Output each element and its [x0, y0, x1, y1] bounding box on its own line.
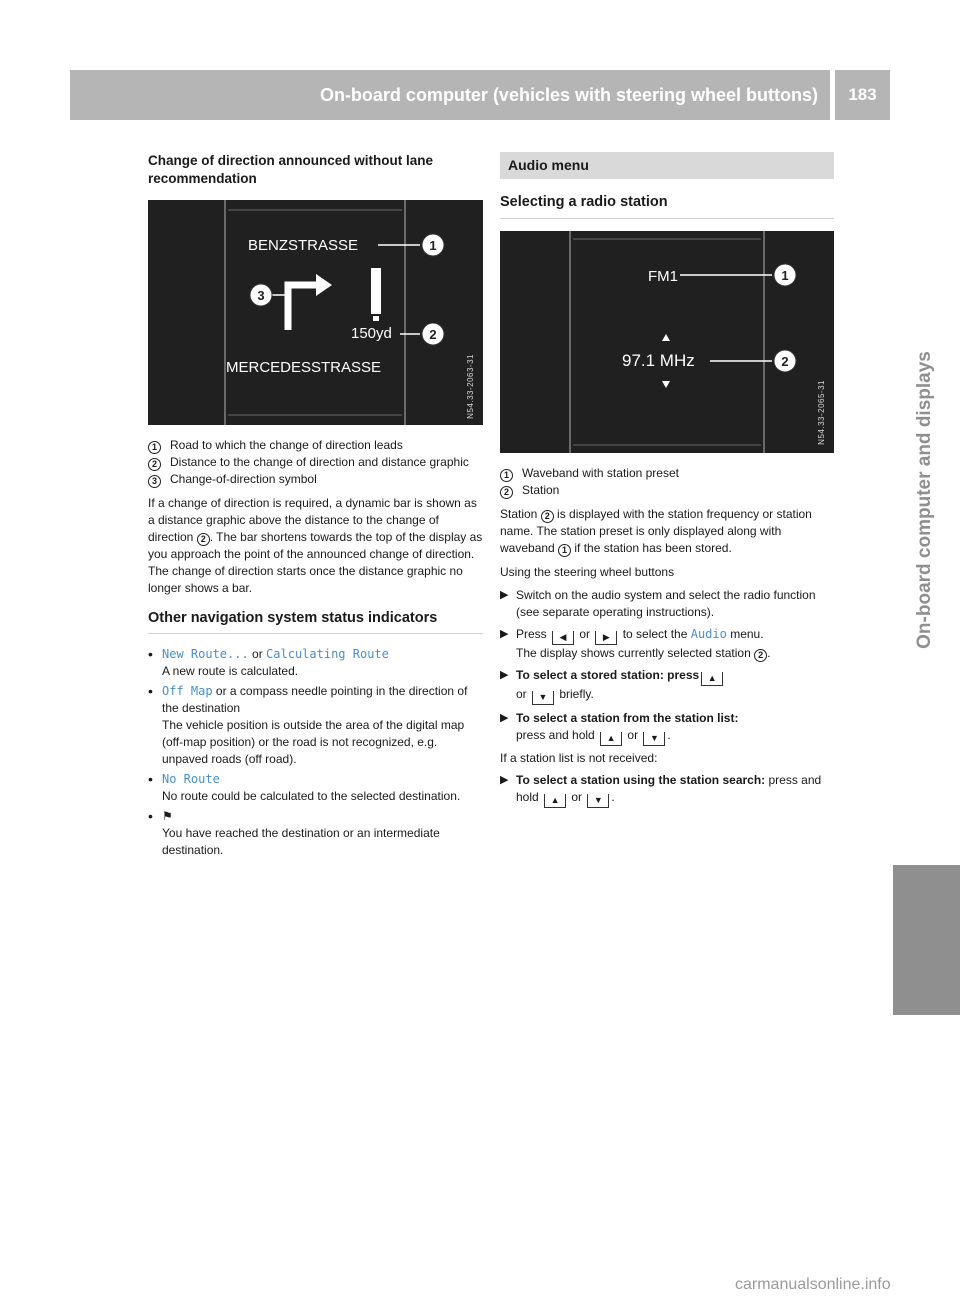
list-item: • Off Map or a compass needle pointing in the direction of the destination The vehicle position is outside the area of the digital map (off-map position) or the road is not recognized, e.g. unpaved roads (off road).	[148, 683, 468, 766]
page-number: 183	[835, 70, 890, 120]
radio-steps	[500, 587, 834, 808]
status-indicators-heading: Other navigation system status indicators	[148, 609, 483, 634]
left-legend	[148, 437, 483, 488]
down-arrow-icon	[662, 381, 670, 388]
page-header-title: On-board computer (vehicles with steering wheel buttons)	[319, 85, 818, 105]
left-subhead: Change of direction announced without lane recommendation	[148, 153, 434, 186]
navigation-display-illustration	[148, 200, 483, 425]
up-key-icon: ▲	[600, 732, 622, 746]
svg-text:1: 1	[781, 268, 789, 283]
instruction-step: ▶ To select a station using the station search: press and hold ▲ or ▼ .	[500, 772, 834, 808]
down-key-icon: ▼	[643, 732, 665, 746]
turn-arrow-icon	[316, 274, 332, 296]
svg-text:2: 2	[429, 327, 437, 342]
navigation-figure	[148, 200, 483, 425]
waveband-label: FM1	[648, 268, 678, 285]
road-name: BENZSTRASSE	[248, 237, 359, 254]
list-item: • ⚑ You have reached the destination or an intermediate destination.	[148, 808, 440, 857]
station-list-note: If a station list is not received:	[500, 751, 658, 765]
side-tab-marker	[893, 865, 960, 1015]
right-column	[500, 152, 834, 808]
left-key-icon: ◀	[552, 631, 574, 645]
figure-code: N54.33-2065-31	[817, 380, 826, 445]
up-arrow-icon	[662, 334, 670, 341]
svg-text:1: 1	[429, 238, 437, 253]
up-key-icon: ▲	[544, 794, 566, 808]
right-legend	[500, 465, 834, 499]
status-indicator-list	[148, 646, 483, 859]
legend-item: 1 Road to which the change of direction leads	[148, 437, 483, 454]
radio-figure	[500, 231, 834, 453]
instruction-step: ▶ Switch on the audio system and select the radio function (see separate operating instructions).	[500, 588, 816, 619]
legend-item: 2 Station	[500, 482, 834, 499]
instruction-step: ▶ To select a station from the station list: press and hold ▲ or ▼ .	[500, 710, 834, 746]
legend-item: 1 Waveband with station preset	[500, 465, 834, 482]
instruction-step: ▶ To select a stored station: press ▲ or ▼ briefly.	[500, 667, 834, 705]
left-column	[148, 152, 483, 862]
list-item: • New Route... or Calculating Route A new route is calculated.	[148, 646, 389, 678]
list-item: • No Route No route could be calculated to the selected destination.	[148, 771, 461, 803]
street-name: MERCEDESSTRASSE	[226, 359, 382, 376]
radio-display-illustration	[500, 231, 834, 453]
legend-item: 2 Distance to the change of direction and distance graphic	[148, 454, 483, 471]
footer-watermark: carmanualsonline.info	[735, 1276, 891, 1293]
figure-code: N54.33-2063-31	[466, 354, 475, 419]
down-key-icon: ▼	[532, 691, 554, 705]
up-key-icon: ▲	[701, 672, 723, 686]
radio-station-subhead: Selecting a radio station	[500, 193, 834, 219]
instruction-step: ▶ Press ◀ or ▶ to select the Audio menu. The display shows currently selected station 2 .	[500, 627, 771, 660]
distance-bar	[371, 268, 381, 314]
destination-flag-icon: ⚑	[162, 809, 173, 823]
audio-menu-heading: Audio menu	[500, 152, 834, 179]
down-key-icon: ▼	[587, 794, 609, 808]
svg-text:3: 3	[257, 288, 265, 303]
station-frequency: 97.1 MHz	[622, 351, 695, 370]
distance-value: 150yd	[351, 325, 392, 342]
right-key-icon: ▶	[595, 631, 617, 645]
steering-buttons-note: Using the steering wheel buttons	[500, 565, 675, 579]
legend-item: 3 Change-of-direction symbol	[148, 471, 483, 488]
side-tab-label: On-board computer and displays	[914, 351, 935, 649]
direction-paragraph: If a change of direction is required, a dynamic bar is shown as a distance graphic above the distance to the change of direction 2 . The bar shortens towards the top of the display as you approach the point of the announced change of direction. The change of direction starts once the distance graphic no longer shows a bar.	[148, 496, 483, 595]
svg-text:2: 2	[781, 354, 789, 369]
station-paragraph: Station 2 is displayed with the station frequency or station name. The station preset is only displayed along with waveband 1 if the station has been stored.	[500, 507, 812, 555]
